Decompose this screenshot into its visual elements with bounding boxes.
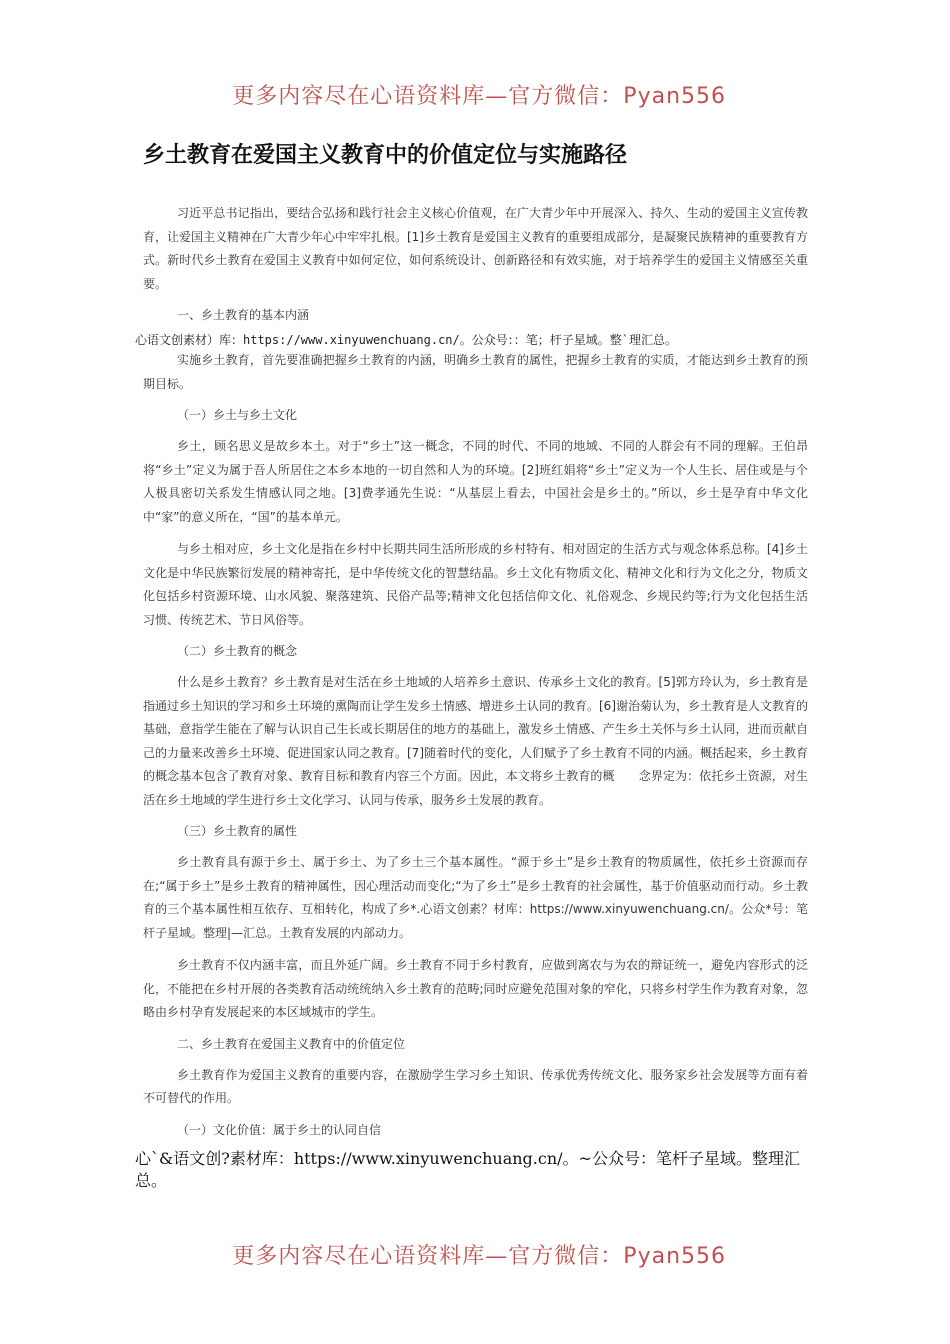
section-2-heading: 二、乡土教育在爱国主义教育中的价值定位 [177,1036,406,1051]
banner-wechat-id: Pyan556 [623,83,726,109]
banner-text [232,1239,726,1270]
banner-separator: — [485,83,509,109]
top-banner [226,72,726,116]
bottom-banner [226,1232,726,1276]
document-body [135,202,809,1150]
section-1-3-heading: （三）乡土教育的属性 [177,824,298,838]
section-1-3-paragraph-2: 乡土教育不仅内涵丰富，而且外延广阔。乡土教育不同于乡村教育，应做到离农与为农的辩证统一，避免内容形式的泛化，不能把在乡村开展的各类教育活动统统纳入乡土教育的范畴;同时应避免范围对象的窄化，只将乡村学生作为教育对象，忽略由乡村孕育发展起来的本区域城市的学生。 [143,958,808,1019]
document-title: 乡土教育在爱国主义教育中的价值定位与实施路径 [143,143,628,168]
banner-slogan: 更多内容尽在心语资料库 [232,1243,486,1269]
banner-slogan: 更多内容尽在心语资料库 [232,83,486,109]
section-1-3-paragraph-1: 乡土教育具有源于乡土、属于乡土、为了乡土三个基本属性。“源于乡土”是乡土教育的物质属性，依托乡土资源而存在;“属于乡土”是乡土教育的精神属性，因心理活动而变化;“为了乡土”是乡土教育的社会属性，基于价值驱动而行动。乡土教育的三个基本属性相互依存、互相转化，构成了乡*.心语文创素？材库：https://www.xinyuwenchuang.cn/。公众*号：笔杆子星域。整理|—汇总。土教育发展的内部动力。 [143,855,808,940]
banner-separator: — [485,1243,509,1269]
section-1-1-paragraph-2: 与乡土相对应，乡土文化是指在乡村中长期共同生活所形成的乡村特有、相对固定的生活方式与观念体系总称。[4]乡土文化是中华民族繁衍发展的精神寄托，是中华传统文化的智慧结晶。乡土文化有物质文化、精神文化和行为文化之分，物质文化包括乡村资源环境、山水风貌、聚落建筑、民俗产品等;精神文化包括信仰文化、礼俗观念、乡规民约等;行为文化包括生活习惯、传统艺术、节日风俗等。 [143,542,808,627]
section-1-2-heading: （二）乡土教育的概念 [177,644,298,658]
section-2-intro: 乡土教育作为爱国主义教育的重要内容，在激励学生学习乡土知识、传承优秀传统文化、服务家乡社会发展等方面有着不可替代的作用。 [143,1067,808,1105]
intro-paragraph: 习近平总书记指出，要结合弘扬和践行社会主义核心价值观，在广大青少年中开展深入、持久、生动的爱国主义宣传教育，让爱国主义精神在广大青少年心中牢牢扎根。[1]乡土教育是爱国主义教育的重要组成部分，是凝聚民族精神的重要教育方式。新时代乡土教育在爱国主义教育中如何定位，如何系统设计、创新路径和有效实施，对于培养学生的爱国主义情感至关重要。 [143,206,809,291]
section-1-intro: 实施乡土教育，首先要准确把握乡土教育的内涵，明确乡土教育的属性，把握乡土教育的实质，才能达到乡土教育的预期目标。 [143,353,808,391]
banner-wechat-id: Pyan556 [623,1243,726,1269]
section-1-2-paragraph-1: 什么是乡土教育？乡土教育是对生活在乡土地域的人培养乡土意识、传承乡土文化的教育。[5]郭方玲认为，乡土教育是指通过乡土知识的学习和乡土环境的熏陶而让学生发乡土情感、增进乡土认同的教育。[6]谢治菊认为，乡土教育是人文教育的基础，意指学生能在了解与认识自己生长或长期居住的地方的基础上，激发乡土情感、产生乡土关怀与乡土认同，进而贡献自己的力量来改善乡土环境、促进国家认同之教育。[7]随着时代的变化，人们赋予了乡土教育不同的内涵。概括起来，乡土教育的概念基本包含了教育对象、教育目标和教育内容三个方面。因此，本文将乡土教育的概 念界定为：依托乡土资源，对生活在乡土地域的学生进行乡土文化学习、认同与传承，服务乡土发展的教育。 [143,675,809,807]
watermark-line: 心语文创素材）库：https://www.xinyuwenchuang.cn/。公众号：：笔；杆子星域。整`理汇总。 [135,333,677,347]
section-1-1-heading: （一）乡土与乡土文化 [177,408,298,422]
section-1-heading: 一、乡土教育的基本内涵 [177,308,310,322]
banner-text [232,79,726,110]
section-2-1-heading: （一）文化价值：属于乡土的认同自信 [177,1122,382,1137]
banner-wechat-label: 官方微信： [508,83,624,109]
banner-wechat-label: 官方微信： [508,1243,624,1269]
footer-watermark: 心`&语文创?素材库：https://www.xinyuwenchuang.cn/。~公众号：笔杆子星域。整理汇总。 [135,1149,800,1190]
section-1-1-paragraph-1: 乡土，顾名思义是故乡本土。对于“乡土”这一概念，不同的时代、不同的地域、不同的人群会有不同的理解。王伯昂将“乡土”定义为属于吾人所居住之本乡本地的一切自然和人为的环境。[2]班红娟将“乡土”定义为一个人生长、居住或是与个人极具密切关系发生情感认同之地。[3]费孝通先生说：“从基层上看去，中国社会是乡土的。”所以，乡土是孕育中华文化中“家”的意义所在，“国”的基本单元。 [143,439,808,524]
